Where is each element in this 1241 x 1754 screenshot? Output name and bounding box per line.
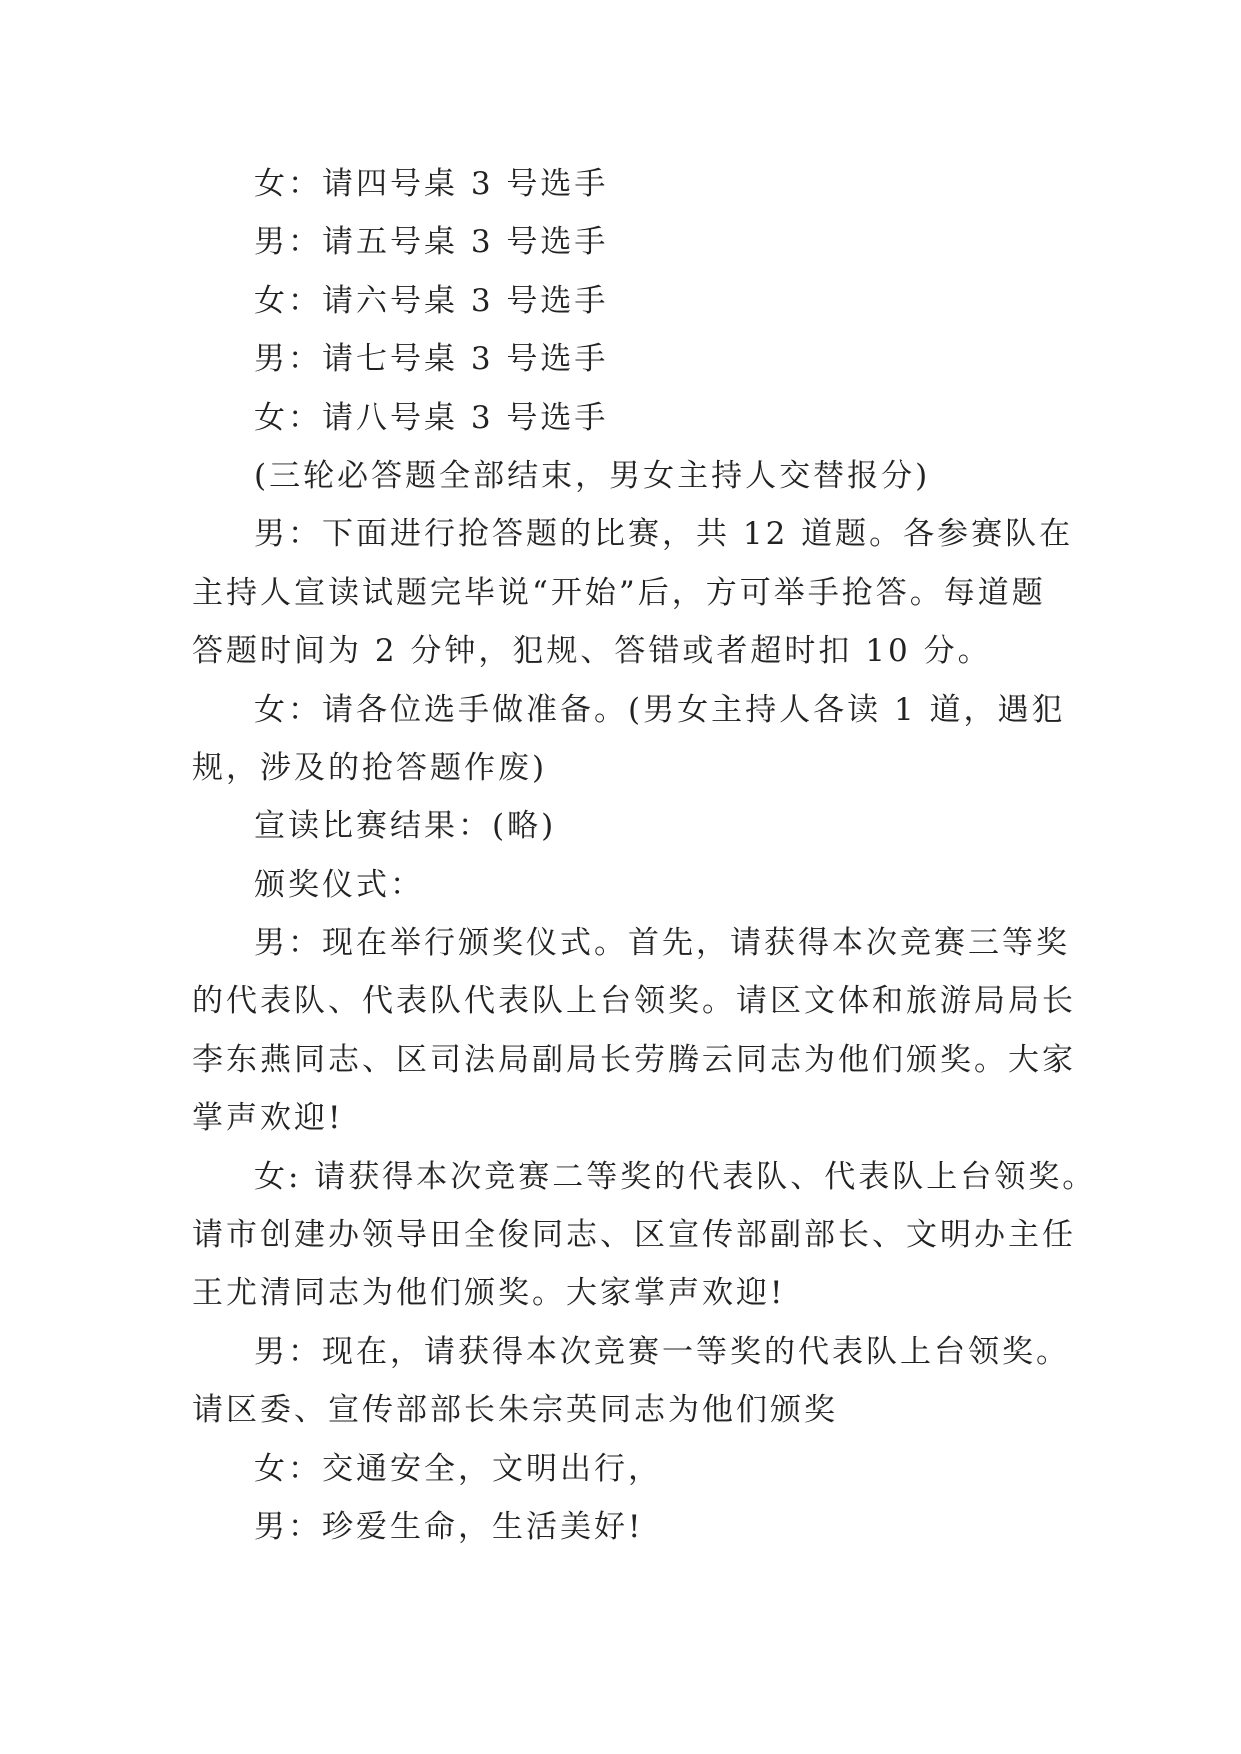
text-line: 请区委、宣传部部长朱宗英同志为他们颁奖 [192, 1392, 838, 1429]
text-line: 男：下面进行抢答题的比赛，共 12 道题。各参赛队在 [254, 516, 1074, 553]
document-body [192, 155, 1097, 1556]
text-line: 女：请八号桌 3 号选手 [254, 399, 609, 436]
text-line: 的代表队、代表队代表队上台领奖。请区文体和旅游局局长 [192, 983, 1076, 1020]
text-line: 李东燕同志、区司法局副局长劳腾云同志为他们颁奖。大家 [192, 1041, 1076, 1078]
text-line: 请市创建办领导田全俊同志、区宣传部副部长、文明办主任 [192, 1217, 1076, 1254]
text-line: 男：珍爱生命，生活美好! [254, 1508, 644, 1545]
text-line: 男：请七号桌 3 号选手 [254, 341, 609, 378]
text-line: 男：现在举行颁奖仪式。首先，请获得本次竞赛三等奖 [254, 925, 1070, 962]
text-line: 女：交通安全，文明出行， [254, 1450, 662, 1487]
text-line: 男：现在，请获得本次竞赛一等奖的代表队上台领奖。 [254, 1333, 1070, 1370]
text-line: 规，涉及的抢答题作废) [192, 749, 548, 786]
text-line: (三轮必答题全部结束，男女主持人交替报分) [254, 457, 931, 494]
text-line: 颁奖仪式： [254, 866, 424, 903]
text-line: 女: 请获得本次竞赛二等奖的代表队、代表队上台领奖。 [254, 1158, 1097, 1195]
text-line: 女：请四号桌 3 号选手 [254, 166, 609, 202]
text-line: 掌声欢迎! [192, 1100, 344, 1137]
text-line: 答题时间为 2 分钟，犯规、答错或者超时扣 10 分。 [192, 633, 992, 670]
text-line: 男：请五号桌 3 号选手 [254, 224, 609, 261]
text-line: 女：请各位选手做准备。(男女主持人各读 1 道，遇犯 [254, 691, 1066, 728]
text-line: 王尤清同志为他们颁奖。大家掌声欢迎! [192, 1275, 786, 1312]
text-line: 主持人宣读试题完毕说“开始”后，方可举手抢答。每道题 [192, 574, 1046, 611]
text-line: 女：请六号桌 3 号选手 [254, 282, 609, 319]
text-line: 宣读比赛结果：(略) [254, 808, 557, 845]
